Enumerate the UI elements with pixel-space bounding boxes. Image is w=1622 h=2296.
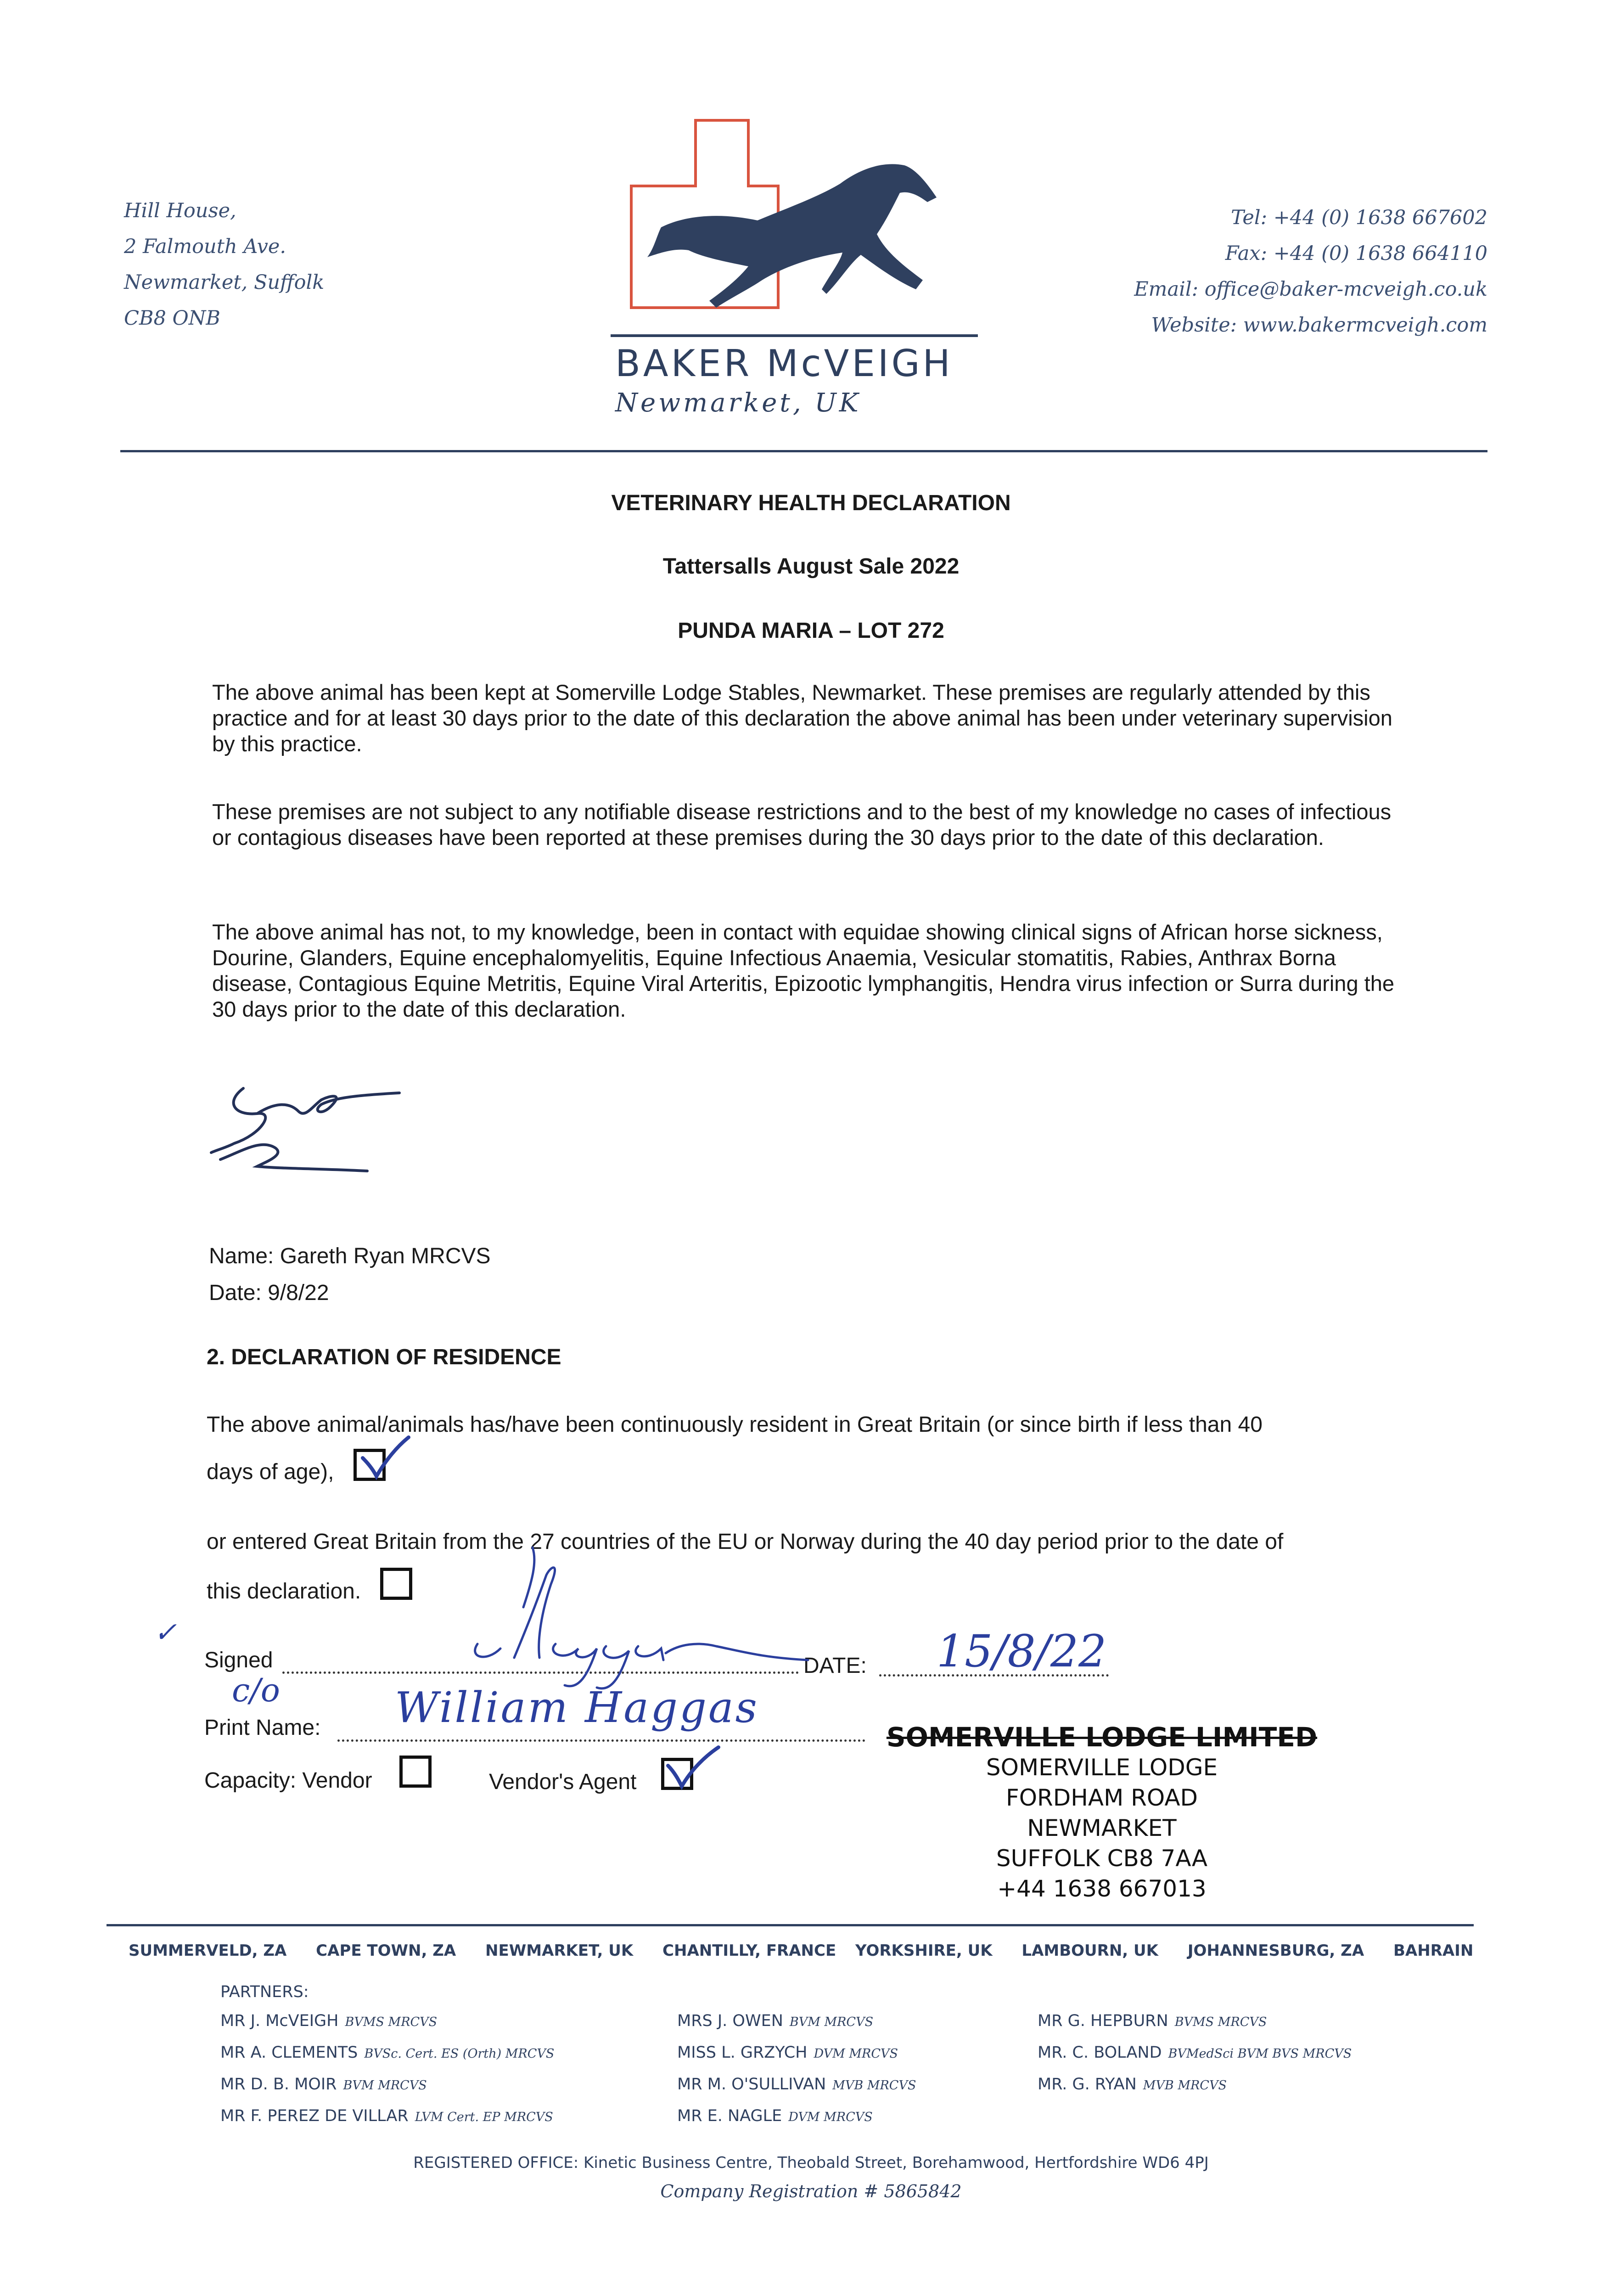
- date-label: DATE:: [803, 1654, 867, 1678]
- resident-checkmark-icon: [358, 1433, 413, 1483]
- print-name-line: [337, 1739, 865, 1742]
- partner-entry: MR F. PEREZ DE VILLAR LVM Cert. EP MRCVS: [220, 2107, 553, 2125]
- signed-label: Signed: [204, 1648, 273, 1672]
- brand-location: Newmarket, UK: [615, 388, 861, 418]
- residence-line-1: The above animal/animals has/have been continuously resident in Great Britain (or since birth if less than 40: [207, 1412, 1263, 1437]
- contact-paragraph: The above animal has not, to my knowledge, been in contact with equidae showing clinical signs of African horse sickness, Dourine, Glanders, Equine encephalomyelitis, Equine Infectious Anaemia, Vesicular stomatitis, Rabies, Anthrax Borna disease, Contagious Equine Metritis, Equine Viral Arteritis, Epizootic lymphangitis, Hendra virus infection or Surra during the 30 days prior to the date of this declaration.: [212, 920, 1394, 1021]
- supervision-paragraph: The above animal has been kept at Somerville Lodge Stables, Newmarket. These premises are regularly attended by this practice and for at least 30 days prior to the date of this declaration the above animal has been under veterinary supervision by this practice.: [212, 680, 1392, 756]
- partner-entry: MRS J. OWEN BVM MRCVS: [677, 2012, 874, 2030]
- address-line: Hill House,: [124, 199, 236, 222]
- address-line: Newmarket, Suffolk: [124, 271, 325, 294]
- logo-underline: [611, 334, 978, 337]
- partner-entry: MR E. NAGLE DVM MRCVS: [677, 2107, 873, 2125]
- city: CHANTILLY, FRANCE: [662, 1941, 836, 1960]
- partner-entry: MR A. CLEMENTS BVSc. Cert. ES (Orth) MRCVS: [220, 2043, 555, 2062]
- residence-line-2: days of age),: [207, 1460, 334, 1484]
- address-line: CB8 ONB: [124, 307, 221, 330]
- company-registration: Company Registration # 5865842: [660, 2181, 962, 2201]
- horse-cross-logo: [611, 115, 978, 354]
- partners-column-3: [1038, 2006, 1352, 2101]
- company-stamp: [868, 1722, 1336, 1904]
- vet-name: Name: Gareth Ryan MRCVS: [209, 1244, 491, 1268]
- agent-checkmark-icon: [661, 1740, 721, 1795]
- vet-signature: [207, 1075, 427, 1189]
- lot-title: PUNDA MARIA – LOT 272: [678, 619, 944, 643]
- declaration-date: Date: 9/8/22: [209, 1281, 329, 1305]
- partner-entry: MR D. B. MOIR BVM MRCVS: [220, 2075, 427, 2093]
- residence-line-3: or entered Great Britain from the 27 countries of the EU or Norway during the 40 day period prior to the date of: [207, 1530, 1284, 1554]
- partner-entry: MR. G. RYAN MVB MRCVS: [1038, 2075, 1227, 2093]
- residence-heading: 2. DECLARATION OF RESIDENCE: [207, 1345, 561, 1369]
- city: NEWMARKET, UK: [485, 1941, 634, 1960]
- vendors-agent-label: Vendor's Agent: [489, 1770, 637, 1794]
- phone-line: Tel: +44 (0) 1638 667602: [1231, 206, 1487, 229]
- registered-office: REGISTERED OFFICE: Kinetic Business Centre, Theobald Street, Borehamwood, Hertfordshire WD6 4PJ: [413, 2154, 1209, 2172]
- eu-entry-checkbox[interactable]: [380, 1568, 412, 1600]
- office-locations: [129, 1941, 1473, 1960]
- margin-mark: ✓: [154, 1616, 177, 1649]
- email-line: Email: office@baker-mcveigh.co.uk: [1134, 278, 1487, 301]
- city: BAHRAIN: [1393, 1941, 1474, 1960]
- stamp-phone: +44 1638 667013: [997, 1875, 1207, 1902]
- city: JOHANNESBURG, ZA: [1187, 1941, 1364, 1960]
- stamp-company: SOMERVILLE LODGE LIMITED: [886, 1722, 1318, 1753]
- partners-label: PARTNERS:: [220, 1983, 309, 2001]
- practice-address: [124, 193, 324, 336]
- city: CAPE TOWN, ZA: [316, 1941, 456, 1960]
- partner-entry: MR J. McVEIGH BVMS MRCVS: [220, 2012, 438, 2030]
- website-line: Website: www.bakermcveigh.com: [1151, 314, 1487, 337]
- printed-name: William Haggas: [395, 1683, 759, 1732]
- care-of-note: c/o: [232, 1671, 280, 1709]
- sale-name: Tattersalls August Sale 2022: [662, 554, 960, 579]
- fax-line: Fax: +44 (0) 1638 664110: [1225, 242, 1487, 265]
- partner-entry: MR. C. BOLAND BVMedSci BVM BVS MRCVS: [1038, 2043, 1352, 2062]
- header-divider: [120, 450, 1487, 452]
- stamp-line: NEWMARKET: [1027, 1815, 1177, 1841]
- stamp-line: SUFFOLK CB8 7AA: [996, 1845, 1208, 1872]
- address-line: 2 Falmouth Ave.: [124, 235, 286, 258]
- city: SUMMERVELD, ZA: [129, 1941, 287, 1960]
- print-name-label: Print Name:: [204, 1716, 321, 1740]
- partner-entry: MR M. O'SULLIVAN MVB MRCVS: [677, 2075, 916, 2093]
- capacity-vendor-label: Capacity: Vendor: [204, 1768, 372, 1793]
- partners-column-1: [220, 2006, 554, 2133]
- footer-divider: [107, 1924, 1474, 1926]
- partner-entry: MISS L. GRZYCH DVM MRCVS: [677, 2043, 898, 2062]
- vendor-checkbox[interactable]: [399, 1756, 432, 1788]
- stamp-line: SOMERVILLE LODGE: [986, 1754, 1218, 1781]
- partners-column-2: [677, 2006, 916, 2133]
- city: LAMBOURN, UK: [1021, 1941, 1159, 1960]
- page-title: VETERINARY HEALTH DECLARATION: [611, 491, 1011, 515]
- residence-line-4: this declaration.: [207, 1579, 361, 1604]
- partner-entry: MR G. HEPBURN BVMS MRCVS: [1038, 2012, 1267, 2030]
- owner-signature: [441, 1538, 836, 1704]
- brand-name: BAKER McVEIGH: [615, 342, 953, 385]
- city: YORKSHIRE, UK: [855, 1941, 993, 1960]
- signed-date: 15/8/22: [937, 1626, 1107, 1677]
- stamp-line: FORDHAM ROAD: [1005, 1784, 1198, 1811]
- disease-restriction-paragraph: These premises are not subject to any notifiable disease restrictions and to the best of my knowledge no cases of infectious or contagious diseases have been reported at these premises during the 30 days prior to the date of this declaration.: [212, 799, 1392, 850]
- practice-contact: [964, 200, 1487, 343]
